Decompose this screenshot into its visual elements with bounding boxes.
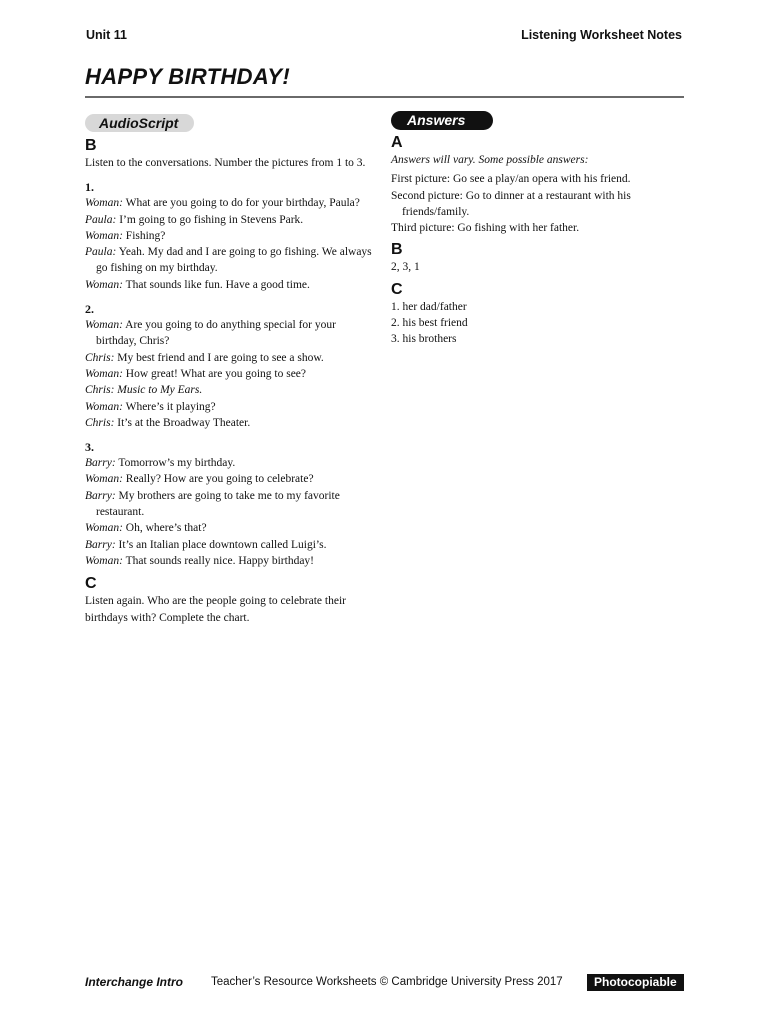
answers-section-b-letter: B [391,241,403,259]
conversation-number: 2. [85,302,94,317]
conversation-number: 1. [85,180,94,195]
speaker-name: Chris: [85,384,115,397]
speaker-name: Woman: [85,197,123,210]
spoken-text: Fishing? [125,229,166,242]
speaker-name: Woman: [85,319,123,332]
speaker-name: Woman: [85,554,123,567]
dialogue-line [85,553,377,569]
conversation-list [85,179,377,569]
speaker-name: Woman: [85,278,123,291]
title-divider [85,96,684,98]
dialogue-line [85,415,377,431]
spoken-text: That sounds really nice. Happy birthday! [125,554,315,567]
dialogue-line [85,399,377,415]
answer-item: Third picture: Go fishing with her father. [391,222,580,235]
audioscript-section-c-instruction: Listen again. Who are the people going to celebrate their birthdays with? Complete the chart. [85,595,346,624]
spoken-text: My brothers are going to take me to my favorite restaurant. [96,489,340,519]
answers-section-c-list [391,299,691,348]
spoken-text: Tomorrow’s my birthday. [118,457,236,470]
audioscript-section-b-instruction: Listen to the conversations. Number the pictures from 1 to 3. [85,157,366,169]
speaker-name: Chris: [85,416,115,429]
speaker-name: Paula: [85,246,117,259]
speaker-name: Chris: [85,351,115,364]
dialogue-line [85,228,377,244]
answers-section-c-letter: C [391,280,403,298]
spoken-text: Oh, where’s that? [125,522,207,535]
dialogue-line [85,317,377,350]
dialogue-line [85,195,377,211]
answers-section-a-list [391,171,691,236]
speaker-name: Barry: [85,538,116,551]
spoken-text: Where’s it playing? [125,400,216,413]
answer-item: Second picture: Go to dinner at a restaurant with his friends/family. [391,189,631,218]
dialogue-line [85,455,377,471]
conversation-number: 3. [85,440,94,455]
speaker-name: Barry: [85,489,116,502]
dialogue-line [85,537,377,553]
dialogue-line [85,520,377,536]
answer-item: 3. his brothers [391,333,457,346]
unit-label: Unit 11 [86,28,127,42]
spoken-text: It’s an Italian place downtown called Luigi’s. [118,538,327,551]
dialogue-line [85,277,377,293]
answers-section-a-note: Answers will vary. Some possible answers: [391,154,589,166]
spoken-text: It’s at the Broadway Theater. [117,416,251,429]
dialogue-line [85,212,377,228]
answers-column [391,111,691,348]
spoken-text: What are you going to do for your birthday, Paula? [125,197,360,210]
audioscript-section-b-letter: B [85,137,97,154]
dialogue-line [85,488,377,521]
dialogue-line [85,350,377,366]
spoken-text: I’m going to go fishing in Stevens Park. [119,213,304,226]
spoken-text: Are you going to do anything special for your birthday, Chris? [96,319,336,348]
dialogue-line [85,471,377,487]
spoken-text: Yeah. My dad and I are going to go fishing. We always go fishing on my birthday. [96,246,372,275]
answers-section-b-text: 2, 3, 1 [391,261,420,274]
speaker-name: Paula: [85,213,117,226]
answers-heading: Answers [391,111,493,130]
answers-section-a-letter: A [391,134,403,151]
spoken-text: My best friend and I are going to see a show. [117,351,324,364]
worksheet-notes-label: Listening Worksheet Notes [521,28,682,42]
audioscript-heading: AudioScript [85,114,194,132]
footer-book-title: Interchange Intro [85,975,184,989]
speaker-name: Woman: [85,400,123,413]
photocopiable-badge: Photocopiable [587,974,684,991]
speaker-name: Woman: [85,473,123,486]
dialogue-line [85,244,377,277]
answer-item: First picture: Go see a play/an opera with his friend. [391,173,631,186]
audioscript-column [85,114,377,626]
answer-item: 2. his best friend [391,317,468,330]
dialogue-line [85,382,377,398]
spoken-text: How great! What are you going to see? [125,367,307,380]
speaker-name: Woman: [85,367,123,380]
speaker-name: Woman: [85,229,123,242]
speaker-name: Woman: [85,522,123,535]
spoken-text: Really? How are you going to celebrate? [125,473,314,486]
answer-item: 1. her dad/father [391,300,467,313]
audioscript-section-c-letter: C [85,575,97,593]
spoken-text: Music to My Ears. [117,384,203,397]
speaker-name: Barry: [85,457,116,470]
footer-credit: Teacher’s Resource Worksheets © Cambridge University Press 2017 [211,976,563,988]
spoken-text: That sounds like fun. Have a good time. [125,278,310,291]
page-title: HAPPY BIRTHDAY! [85,64,290,89]
dialogue-line [85,366,377,382]
